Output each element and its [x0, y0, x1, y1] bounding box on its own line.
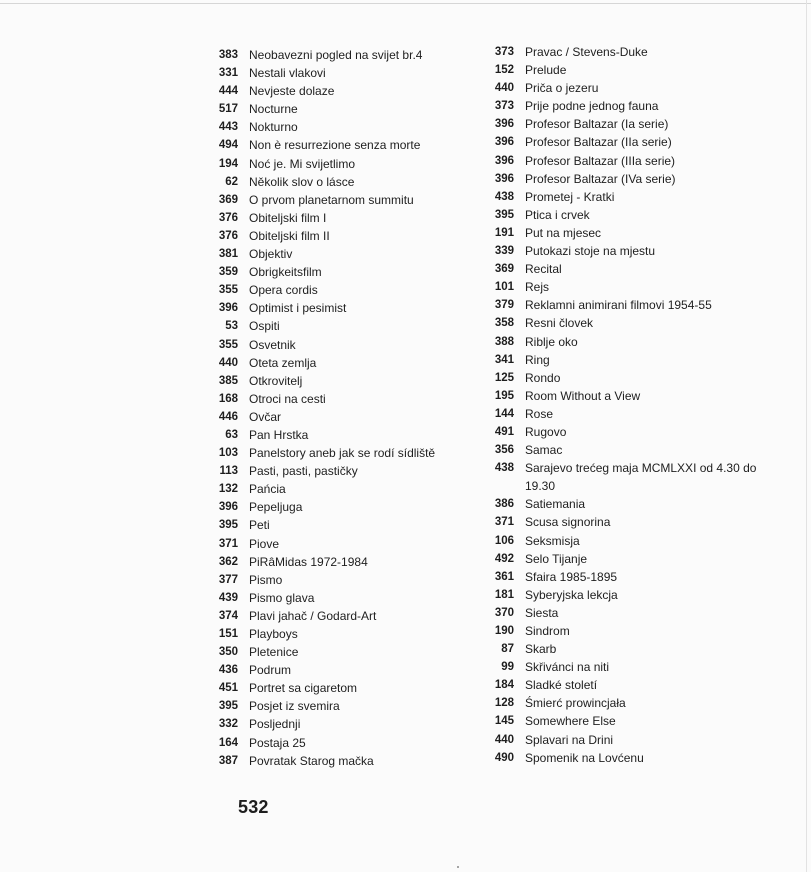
- index-entry: [488, 133, 770, 151]
- entry-title: Portret sa cigaretom: [249, 681, 358, 696]
- entry-page-number: 396: [494, 136, 514, 149]
- entry-title: Put na mjesec: [525, 225, 602, 240]
- index-entry: [212, 263, 435, 281]
- entry-title: Syberyjska lekcja: [525, 587, 618, 602]
- index-entry: [212, 589, 435, 607]
- index-entry: [212, 734, 435, 752]
- index-entry: [488, 224, 770, 242]
- entry-title: Otkrovitelj: [249, 373, 303, 388]
- entry-title: Několik slov o lásce: [249, 174, 355, 189]
- index-column-left: [212, 46, 435, 770]
- entry-title: Obiteljski film I: [249, 210, 327, 225]
- entry-title: Skarb: [525, 642, 557, 657]
- index-entry: [212, 227, 435, 245]
- entry-title: Piove: [249, 536, 280, 551]
- entry-title: Sindrom: [525, 624, 570, 638]
- entry-title: Prelude: [525, 63, 567, 78]
- entry-title: Profesor Baltazar (IVa serie): [525, 171, 676, 186]
- entry-title: Pletenice: [249, 645, 299, 660]
- index-entry: [212, 661, 435, 679]
- entry-page-number: 395: [218, 700, 238, 713]
- entry-page-number: 132: [218, 483, 238, 496]
- entry-page-number: 386: [494, 498, 514, 511]
- entry-page-number: 490: [494, 751, 514, 764]
- entry-page-number: 381: [218, 248, 238, 261]
- entry-page-number: 439: [218, 591, 238, 604]
- entry-title: Pismo: [249, 572, 283, 587]
- entry-title: Śmierć prowincjała: [525, 696, 626, 711]
- entry-title: Sarajevo trećeg maja MCMLXXI od 4.30 do 19.30: [525, 461, 757, 494]
- entry-title: Skřivánci na niti: [525, 660, 610, 675]
- entry-title: Seksmisja: [525, 533, 580, 548]
- index-entry: [212, 372, 435, 390]
- entry-title: Objektiv: [249, 247, 293, 262]
- entry-page-number: 145: [494, 715, 514, 728]
- index-entry: [488, 43, 770, 61]
- index-entry: [212, 209, 435, 227]
- entry-title: Non è resurrezione senza morte: [249, 138, 421, 153]
- entry-page-number: 370: [494, 606, 514, 619]
- entry-page-number: 436: [218, 664, 238, 677]
- entry-page-number: 396: [494, 154, 514, 167]
- entry-page-number: 113: [219, 465, 238, 478]
- index-entry: [488, 550, 770, 568]
- entry-title: Ptica i crvek: [525, 207, 590, 222]
- entry-title: Rondo: [525, 370, 561, 385]
- entry-title: Povratak Starog mačka: [249, 753, 374, 768]
- entry-page-number: 517: [218, 103, 238, 116]
- index-entry: [488, 170, 770, 188]
- index-entry: [488, 369, 770, 387]
- index-entry: [212, 498, 435, 516]
- entry-page-number: 376: [218, 211, 238, 224]
- entry-title: Noć je. Mi svijetlimo: [249, 156, 356, 171]
- entry-page-number: 339: [494, 245, 514, 258]
- entry-title: Pan Hrstka: [249, 427, 309, 442]
- index-entry: [488, 568, 770, 586]
- index-entry: [212, 82, 435, 100]
- entry-page-number: 451: [218, 682, 238, 695]
- index-entry: [212, 136, 435, 154]
- index-entry: [212, 390, 435, 408]
- index-entry: [488, 405, 770, 423]
- entry-title: Pepeljuga: [249, 500, 303, 515]
- entry-page-number: 355: [218, 284, 238, 297]
- index-entry: [212, 100, 435, 118]
- entry-page-number: 371: [494, 516, 514, 529]
- entry-page-number: 374: [218, 609, 238, 622]
- entry-title: Peti: [249, 518, 270, 533]
- index-entry: [212, 715, 435, 733]
- index-entry: [488, 712, 770, 730]
- entry-title: Nevjeste dolaze: [249, 84, 335, 99]
- entry-page-number: 494: [218, 139, 238, 152]
- index-entry: [488, 333, 770, 351]
- index-entry: [212, 679, 435, 697]
- entry-page-number: 396: [494, 118, 514, 131]
- index-entry: [488, 314, 770, 332]
- entry-page-number: 358: [494, 317, 514, 330]
- entry-title: Siesta: [525, 605, 559, 620]
- entry-title: Somewhere Else: [525, 714, 616, 729]
- index-entry: [212, 191, 435, 209]
- index-entry: [212, 625, 435, 643]
- index-entry: [212, 281, 435, 299]
- entry-title: Neobavezni pogled na svijet br.4: [249, 48, 423, 62]
- entry-page-number: 103: [218, 447, 238, 460]
- index-entry: [488, 387, 770, 405]
- index-entry: [212, 354, 435, 372]
- index-entry: [488, 296, 770, 314]
- index-entry: [212, 118, 435, 136]
- entry-page-number: 332: [218, 718, 238, 731]
- entry-page-number: 359: [218, 266, 238, 279]
- index-entry: [212, 444, 435, 462]
- entry-title: Recital: [525, 262, 562, 277]
- entry-page-number: 106: [494, 534, 514, 547]
- scan-speck: [457, 866, 459, 868]
- entry-title: Nokturno: [249, 120, 298, 135]
- entry-title: Ospiti: [249, 319, 280, 334]
- entry-page-number: 396: [218, 302, 238, 315]
- entry-title: Spomenik na Lovćenu: [525, 750, 644, 765]
- entry-page-number: 164: [218, 736, 238, 749]
- entry-title: Scusa signorina: [525, 515, 611, 530]
- index-entry: [212, 643, 435, 661]
- entry-title: Profesor Baltazar (IIIa serie): [525, 153, 676, 168]
- entry-title: Nocturne: [249, 102, 298, 117]
- index-entry: [488, 260, 770, 278]
- index-entry: [488, 676, 770, 694]
- entry-title: Otroci na cesti: [249, 391, 326, 406]
- entry-title: Optimist i pesimist: [249, 301, 347, 316]
- entry-title: Rejs: [525, 280, 550, 295]
- entry-title: Rugovo: [525, 424, 567, 439]
- index-entry: [212, 299, 435, 317]
- entry-page-number: 87: [501, 643, 514, 656]
- entry-title: O prvom planetarnom summitu: [249, 192, 414, 207]
- index-entry: [212, 553, 435, 571]
- entry-title: Obiteljski film II: [249, 228, 330, 243]
- entry-page-number: 144: [494, 407, 514, 420]
- entry-page-number: 444: [218, 85, 238, 98]
- entry-page-number: 440: [494, 733, 514, 746]
- entry-title: Profesor Baltazar (IIa serie): [525, 135, 672, 150]
- entry-page-number: 371: [218, 537, 238, 550]
- entry-title: Posjet iz svemira: [249, 699, 340, 714]
- scan-edge-right: [806, 0, 807, 872]
- entry-page-number: 191: [494, 226, 514, 239]
- entry-page-number: 369: [218, 193, 238, 206]
- index-entry: [488, 423, 770, 441]
- entry-title: Sladké století: [525, 678, 598, 693]
- entry-title: Nestali vlakovi: [249, 66, 326, 81]
- entry-page-number: 492: [494, 552, 514, 565]
- entry-page-number: 341: [494, 353, 514, 366]
- index-entry: [488, 61, 770, 79]
- entry-page-number: 395: [218, 519, 238, 532]
- entry-page-number: 379: [494, 299, 514, 312]
- entry-title: Posljednji: [249, 717, 301, 732]
- entry-title: Pismo glava: [249, 590, 315, 605]
- entry-page-number: 443: [218, 121, 238, 134]
- entry-title: Panelstory aneb jak se rodí sídliště: [249, 446, 436, 461]
- index-entry: [488, 513, 770, 531]
- entry-page-number: 63: [225, 428, 238, 441]
- entry-title: Selo Tijanje: [525, 551, 588, 566]
- entry-title: Obrigkeitsfilm: [249, 265, 322, 280]
- entry-title: Oteta zemlja: [249, 355, 317, 370]
- index-entry: [212, 480, 435, 498]
- entry-page-number: 362: [218, 555, 238, 568]
- entry-page-number: 385: [218, 374, 238, 387]
- entry-page-number: 331: [218, 67, 238, 80]
- entry-page-number: 190: [494, 625, 514, 637]
- entry-page-number: 438: [494, 190, 514, 203]
- entry-title: Pasti, pasti, pastičky: [249, 464, 358, 479]
- index-entry: [212, 173, 435, 191]
- index-entry: [488, 586, 770, 604]
- entry-page-number: 396: [494, 172, 514, 185]
- index-entry: [212, 64, 435, 82]
- entry-title: Opera cordis: [249, 283, 318, 298]
- entry-title: Plavi jahač / Godard-Art: [249, 608, 377, 623]
- index-entry: [212, 426, 435, 444]
- entry-title: Pańcia: [249, 482, 286, 497]
- index-entry: [212, 462, 435, 480]
- index-entry: [212, 317, 435, 335]
- entry-page-number: 128: [494, 697, 514, 710]
- entry-page-number: 350: [218, 646, 238, 659]
- entry-page-number: 184: [494, 679, 514, 692]
- entry-title: Splavari na Drini: [525, 732, 614, 747]
- index-entry: [212, 46, 435, 64]
- entry-title: Postaja 25: [249, 735, 306, 750]
- entry-page-number: 151: [218, 628, 238, 640]
- page-number: 532: [238, 797, 269, 817]
- entry-page-number: 440: [218, 356, 238, 369]
- entry-title: Prometej - Kratki: [525, 189, 615, 204]
- index-entry: [488, 79, 770, 97]
- entry-page-number: 396: [218, 501, 238, 514]
- index-entry: [212, 752, 435, 770]
- entry-title: Resni človek: [525, 316, 594, 331]
- entry-page-number: 376: [218, 229, 238, 242]
- index-entry: [488, 115, 770, 133]
- index-entry: [212, 245, 435, 263]
- index-entry: [488, 640, 770, 658]
- entry-title: Samac: [525, 443, 563, 458]
- index-entry: [488, 152, 770, 170]
- entry-title: Priča o jezeru: [525, 81, 599, 96]
- entry-page-number: 355: [218, 338, 238, 351]
- index-entry: [488, 459, 770, 495]
- entry-title: Osvetnik: [249, 337, 296, 352]
- entry-page-number: 101: [494, 281, 514, 294]
- entry-page-number: 373: [494, 100, 514, 113]
- entry-title: Podrum: [249, 663, 292, 678]
- index-entry: [488, 188, 770, 206]
- index-entry: [488, 97, 770, 115]
- index-entry: [212, 155, 435, 173]
- entry-page-number: 195: [494, 389, 514, 402]
- entry-page-number: 395: [494, 208, 514, 221]
- entry-title: Playboys: [249, 627, 298, 641]
- entry-title: Rose: [525, 406, 554, 421]
- index-entry: [212, 408, 435, 426]
- index-entry: [488, 532, 770, 550]
- entry-title: Prije podne jednog fauna: [525, 99, 659, 114]
- index-entry: [488, 749, 770, 767]
- entry-page-number: 369: [494, 263, 514, 276]
- entry-page-number: 194: [218, 157, 238, 170]
- entry-page-number: 99: [501, 661, 514, 674]
- entry-title: Pravac / Stevens-Duke: [525, 45, 648, 59]
- entry-page-number: 361: [494, 570, 514, 583]
- entry-page-number: 491: [494, 425, 514, 438]
- entry-title: Ovčar: [249, 409, 282, 424]
- entry-title: Riblje oko: [525, 334, 578, 349]
- index-entry: [488, 604, 770, 622]
- entry-page-number: 356: [494, 444, 514, 457]
- index-column-right: [488, 43, 770, 767]
- entry-page-number: 152: [494, 64, 514, 77]
- entry-page-number: 62: [225, 175, 238, 188]
- index-entry: [488, 495, 770, 513]
- index-entry: [488, 658, 770, 676]
- index-entry: [488, 278, 770, 296]
- index-entry: [488, 206, 770, 224]
- index-entry: [488, 731, 770, 749]
- index-entry: [212, 697, 435, 715]
- entry-title: Putokazi stoje na mjestu: [525, 244, 656, 259]
- index-entry: [488, 694, 770, 712]
- index-entry: [488, 242, 770, 260]
- entry-page-number: 446: [218, 410, 238, 423]
- entry-page-number: 53: [225, 320, 238, 333]
- entry-title: Sfaira 1985-1895: [525, 569, 618, 584]
- entry-page-number: 387: [218, 754, 238, 767]
- entry-title: PiRâMidas 1972-1984: [249, 554, 368, 569]
- entry-title: Reklamni animirani filmovi 1954-55: [525, 298, 712, 313]
- index-entry: [488, 351, 770, 369]
- entry-page-number: 440: [494, 82, 514, 95]
- entry-page-number: 373: [494, 46, 514, 58]
- index-entry: [212, 571, 435, 589]
- entry-page-number: 388: [494, 335, 514, 348]
- entry-page-number: 377: [218, 573, 238, 586]
- index-entry: [212, 336, 435, 354]
- entry-title: Room Without a View: [525, 388, 641, 403]
- entry-page-number: 168: [218, 392, 238, 405]
- entry-title: Satiemania: [525, 497, 586, 512]
- entry-title: Profesor Baltazar (Ia serie): [525, 117, 669, 132]
- entry-page-number: 181: [494, 588, 514, 601]
- entry-page-number: 438: [494, 462, 514, 475]
- index-entry: [212, 516, 435, 534]
- entry-page-number: 125: [494, 371, 514, 384]
- entry-title: Ring: [525, 352, 550, 367]
- index-entry: [488, 441, 770, 459]
- scan-edge-top: [0, 3, 811, 4]
- index-entry: [212, 535, 435, 553]
- entry-page-number: 383: [218, 49, 238, 61]
- index-entry: [212, 607, 435, 625]
- index-entry: [488, 622, 770, 640]
